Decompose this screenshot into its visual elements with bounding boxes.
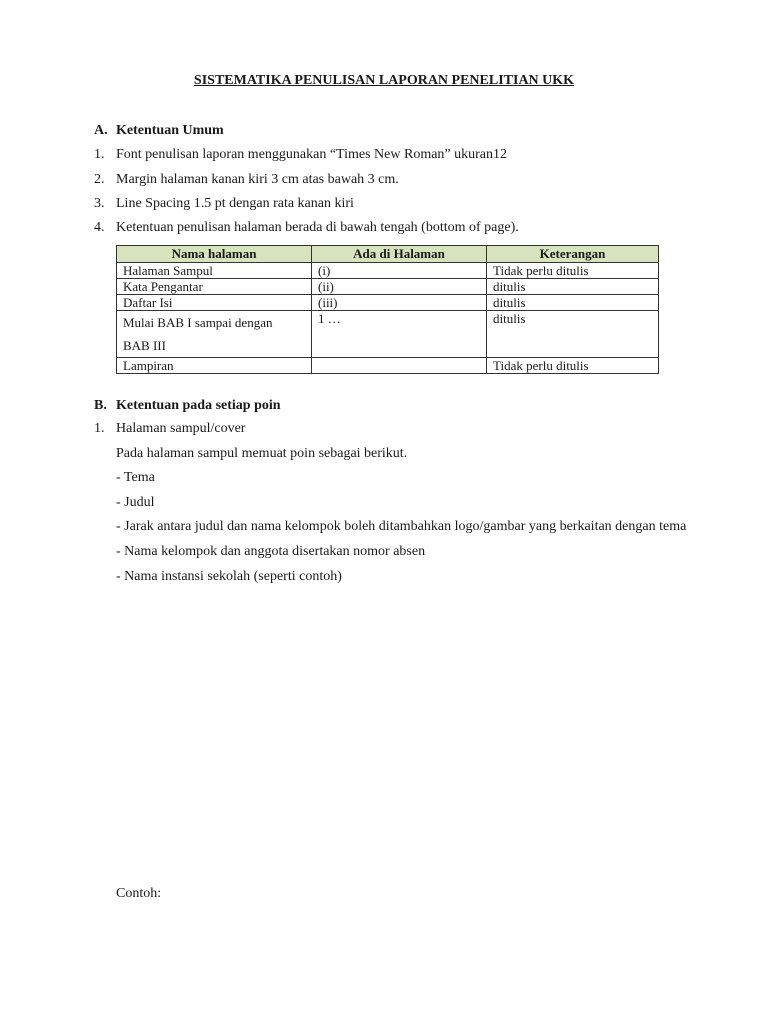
list-item [94,421,245,437]
table-cell: Tidak perlu ditulis [487,263,659,279]
table-cell: (iii) [312,295,487,311]
list-number: 4. [94,220,105,235]
table-cell [117,311,312,358]
page-numbering-table [116,245,659,374]
list-text: Ketentuan penulisan halaman berada di bawah tengah (bottom of page). [116,220,519,235]
table-cell: Lampiran [117,358,312,374]
list-number: 3. [94,196,105,211]
section-a-letter: A. [94,123,108,138]
table-cell: ditulis [487,311,659,358]
table-cell: ditulis [487,279,659,295]
table-row [117,263,659,279]
table-row [117,295,659,311]
column-header: Nama halaman [117,246,312,263]
bullet-line: - Judul [116,495,155,510]
bullet-line: - Jarak antara judul dan nama kelompok boleh ditambahkan logo/gambar yang berkaitan dengan tema [116,519,687,534]
table-header-row [117,246,659,263]
paragraph-line: Pada halaman sampul memuat poin sebagai berikut. [116,446,408,461]
table-cell: ditulis [487,295,659,311]
table-row [117,358,659,374]
list-item [94,172,399,188]
section-a-title: Ketentuan Umum [116,123,224,138]
list-number: 2. [94,172,105,187]
section-b-title: Ketentuan pada setiap poin [116,398,281,413]
bullet-line: - Tema [116,470,155,485]
section-a-heading [94,123,224,139]
column-header: Ada di Halaman [312,246,487,263]
table-row [117,279,659,295]
table-cell: Tidak perlu ditulis [487,358,659,374]
list-item [94,196,354,212]
table-row [117,311,659,358]
list-item [94,147,507,163]
list-number: 1. [94,421,105,436]
column-header: Keterangan [487,246,659,263]
table-cell: Kata Pengantar [117,279,312,295]
table-cell: (i) [312,263,487,279]
list-text: Margin halaman kanan kiri 3 cm atas bawah 3 cm. [116,172,399,187]
list-item [94,220,519,236]
table-cell [312,358,487,374]
table-cell: 1 … [312,311,487,358]
bullet-line: - Nama instansi sekolah (seperti contoh) [116,569,342,584]
list-text: Line Spacing 1.5 pt dengan rata kanan kiri [116,196,354,211]
section-b-letter: B. [94,398,107,413]
list-text: Font penulisan laporan menggunakan “Times New Roman” ukuran12 [116,147,508,162]
table-cell-text: Mulai BAB I sampai dengan BAB III [123,315,273,353]
section-b-heading [94,398,281,414]
list-number: 1. [94,147,105,162]
table-cell: Daftar Isi [117,295,312,311]
table-cell: (ii) [312,279,487,295]
list-text: Halaman sampul/cover [116,421,246,436]
example-label: Contoh: [116,886,162,901]
document-title: SISTEMATIKA PENULISAN LAPORAN PENELITIAN UKK [193,73,575,88]
bullet-line: - Nama kelompok dan anggota disertakan nomor absen [116,544,426,559]
table-cell: Halaman Sampul [117,263,312,279]
